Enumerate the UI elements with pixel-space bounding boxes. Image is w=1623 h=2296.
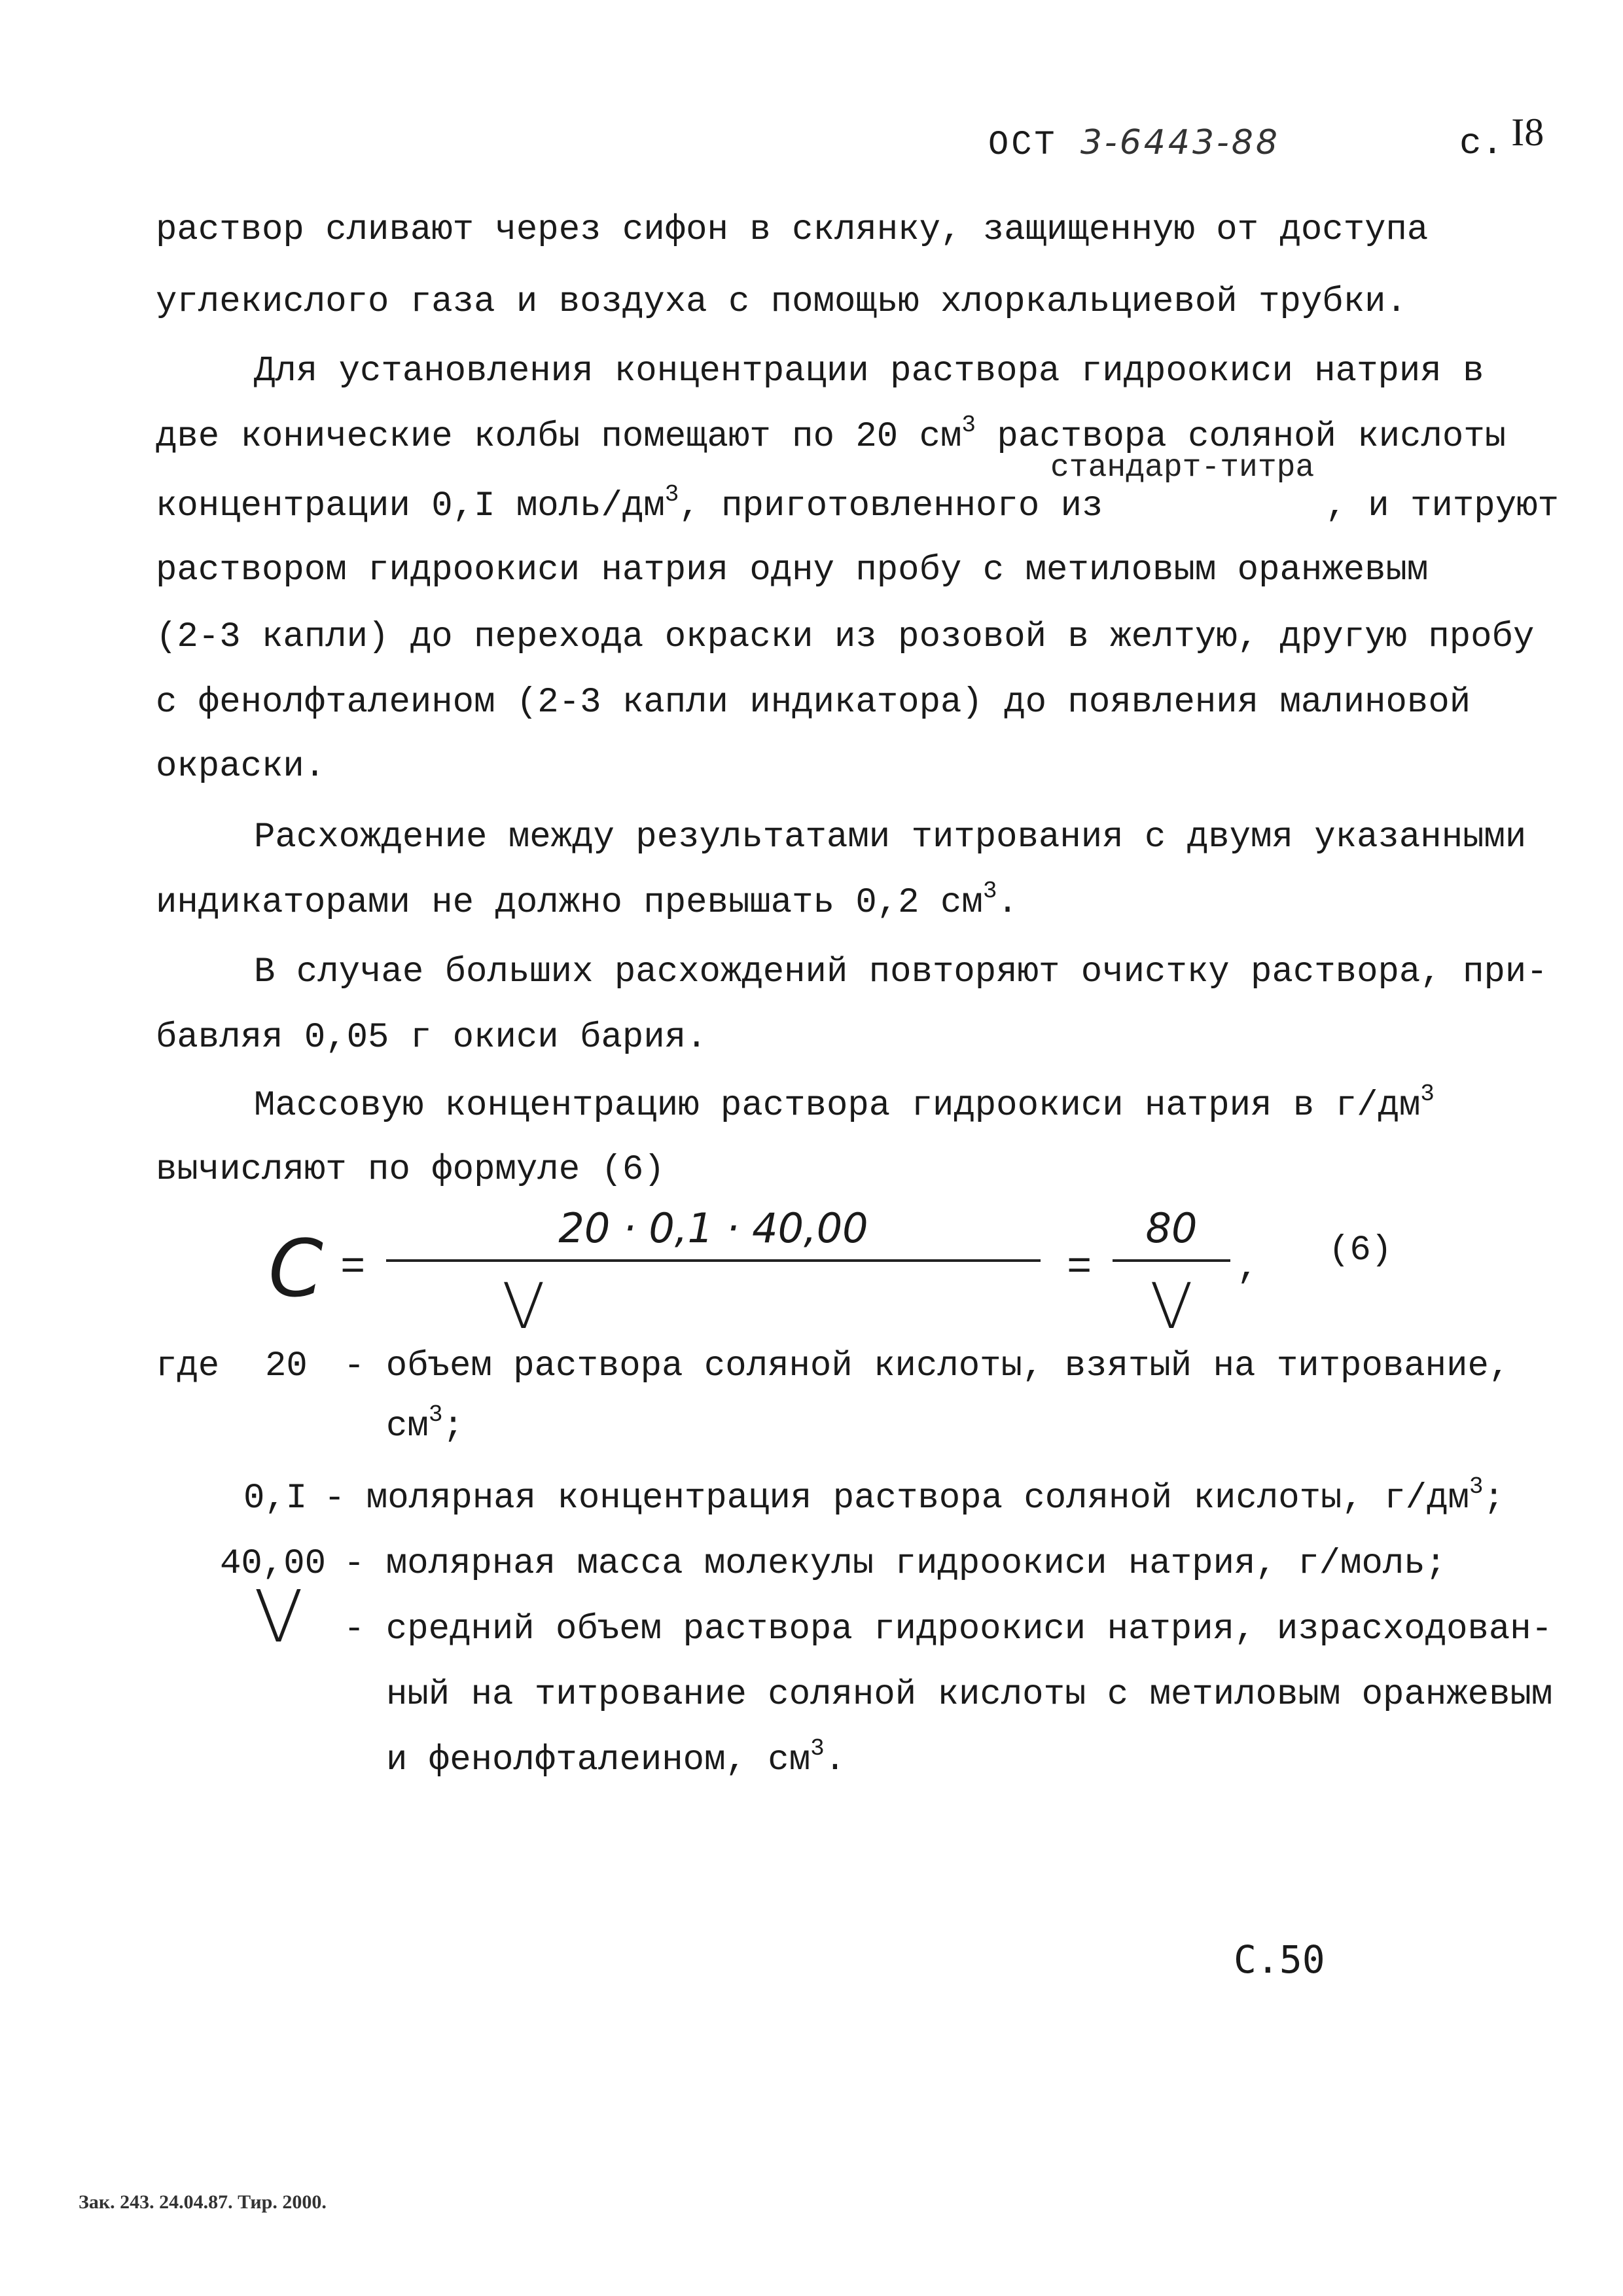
legend-where: где (156, 1346, 220, 1386)
header-page-number: с. I8 (1459, 111, 1544, 164)
legend-key-v: V (254, 1575, 304, 1659)
text-line: углекислого газа и воздуха с помощью хлоркальциевой трубки. (156, 282, 1407, 322)
text-line: Для установления концентрации раствора гидроокиси натрия в (254, 351, 1484, 391)
legend-key: 0,I (243, 1479, 308, 1518)
formula-denominator-1: V (502, 1270, 545, 1343)
legend-desc: - средний объем раствора гидроокиси натрия, израсходован- (344, 1609, 1553, 1649)
legend-desc: - молярная концентрация раствора соляной кислоты, $г/дм^3$; (324, 1473, 1505, 1518)
formula-equals: = (1067, 1245, 1092, 1292)
text-line: две конические колбы помещают по 20 $см^3$ раствора соляной кислоты (156, 412, 1507, 457)
standard-code: ОСТ 3-6443-88 (988, 123, 1280, 164)
text-line: вычисляют по формуле (6) (156, 1150, 665, 1190)
text-line: Расхождение между результатами титрования с двумя указанными (254, 817, 1527, 857)
page-marker: С.50 (1234, 1937, 1325, 1982)
text-line: бавляя 0,05 г окиси бария. (156, 1018, 707, 1058)
legend-key: 20 (265, 1346, 308, 1386)
text-line: концентрации 0,I моль/$дм^3$, приготовленного из , и титруют (156, 481, 1559, 526)
formula-comma: , (1237, 1246, 1259, 1288)
text-line: с фенолфталеином (2-3 капли индикатора) до появления малиновой (156, 683, 1471, 723)
formula-number: (6) (1329, 1230, 1393, 1270)
legend-key: 40,00 (220, 1544, 327, 1584)
text-line: индикаторами не должно превышать 0,2 $см^3$. (156, 878, 1018, 923)
legend-desc: $см^3$; (386, 1401, 464, 1446)
formula-6 (268, 1204, 1446, 1343)
legend-desc: - молярная масса молекулы гидроокиси натрия, г/моль; (344, 1544, 1447, 1584)
legend-desc: ный на титрование соляной кислоты с метиловым оранжевым (386, 1675, 1553, 1715)
formula-equals: = (340, 1245, 366, 1292)
text-line: раствором гидроокиси натрия одну пробу с метиловым оранжевым (156, 550, 1429, 590)
legend-desc: - объем раствора соляной кислоты, взятый на титрование, (344, 1346, 1510, 1386)
text-line: раствор сливают через сифон в склянку, защищенную от доступа (156, 210, 1429, 250)
handwritten-code: 3-6443-88 (1080, 123, 1280, 162)
text-line: Массовую концентрацию раствора гидроокиси натрия в $г/дм^3$ (254, 1081, 1435, 1126)
fraction-bar (1113, 1259, 1230, 1262)
text-line: (2-3 капли) до перехода окраски из розовой в желтую, другую пробу (156, 617, 1535, 657)
text-line: окраски. (156, 747, 326, 787)
formula-lhs: C (268, 1224, 323, 1315)
formula-denominator-2: V (1150, 1270, 1193, 1343)
inserted-annotation: стандарт-титра (1050, 450, 1315, 486)
text-line: В случае больших расхождений повторяют очистку раствора, при- (254, 952, 1548, 992)
formula-numerator-1: 20 · 0,1 · 40,00 (558, 1204, 868, 1252)
fraction-bar (386, 1259, 1041, 1262)
formula-numerator-2: 80 (1145, 1204, 1198, 1252)
legend-desc: и фенолфталеином, $см^3$. (386, 1735, 846, 1780)
print-footer: Зак. 243. 24.04.87. Тир. 2000. (79, 2191, 327, 2213)
